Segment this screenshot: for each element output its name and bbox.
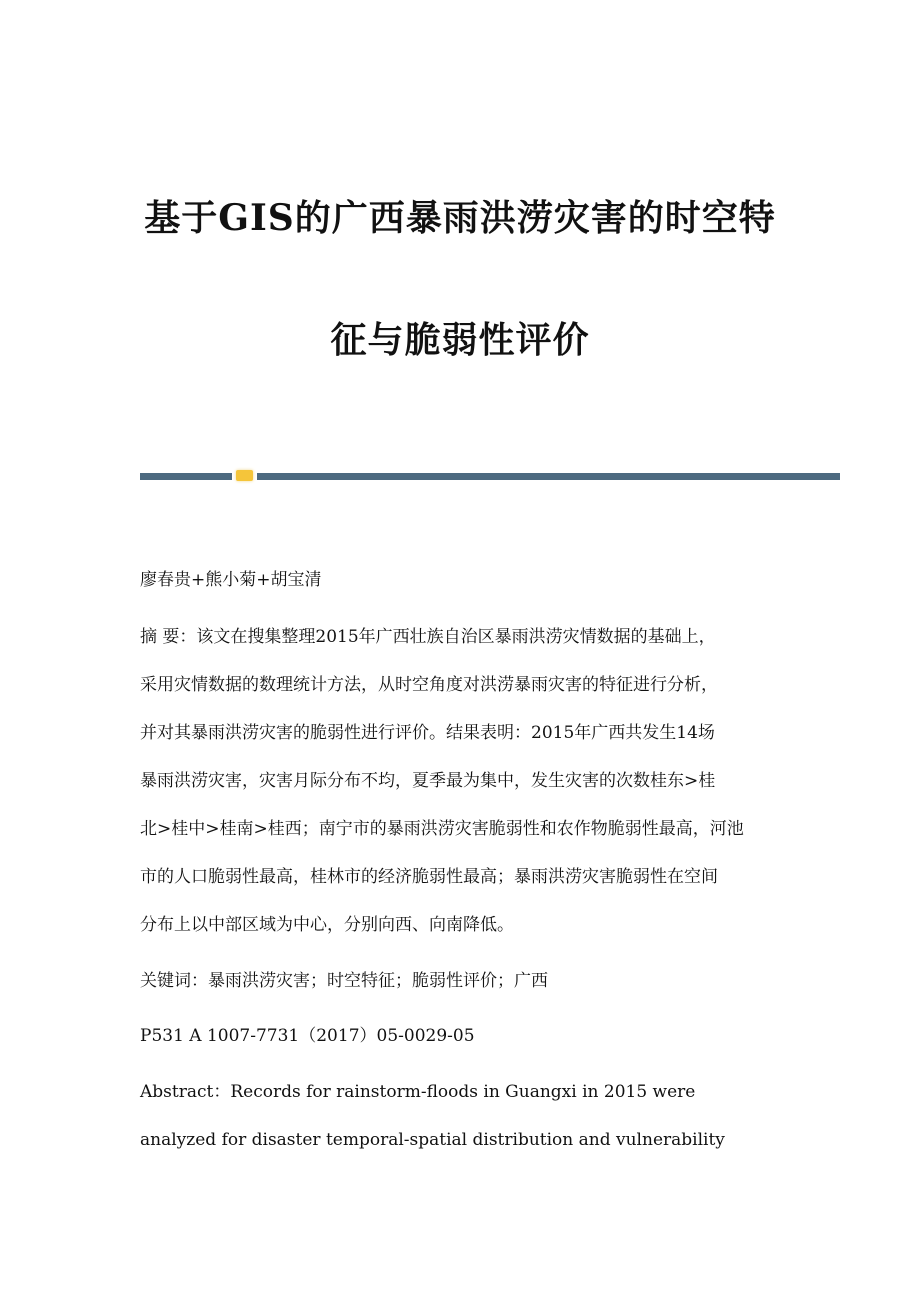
abstract-cn-line: 摘 要：该文在搜集整理2015年广西壮族自治区暴雨洪涝灾情数据的基础上， — [140, 627, 716, 647]
divider-right — [257, 473, 840, 480]
abstract-en-line: analyzed for disaster temporal-spatial distribution and vulnerability — [140, 1130, 725, 1150]
title-line-2: 征与脆弱性评价 — [330, 319, 590, 361]
abstract-en-line: Abstract：Records for rainstorm-floods in Guangxi in 2015 were — [140, 1082, 696, 1102]
abstract-cn-line: 分布上以中部区域为中心，分别向西、向南降低。 — [140, 915, 514, 935]
abstract-cn-line: 暴雨洪涝灾害，灾害月际分布不均，夏季最为集中，发生灾害的次数桂东>桂 — [140, 771, 716, 791]
divider-ornament-icon — [236, 470, 253, 481]
abstract-cn-line: 市的人口脆弱性最高，桂林市的经济脆弱性最高；暴雨洪涝灾害脆弱性在空间 — [140, 867, 718, 887]
abstract-cn-line: 并对其暴雨洪涝灾害的脆弱性进行评价。结果表明：2015年广西共发生14场 — [140, 723, 715, 743]
divider-left — [140, 473, 232, 480]
abstract-cn-line: 北>桂中>桂南>桂西；南宁市的暴雨洪涝灾害脆弱性和农作物脆弱性最高，河池 — [140, 819, 744, 839]
authors: 廖春贵+熊小菊+胡宝清 — [140, 570, 322, 590]
keywords: 关键词：暴雨洪涝灾害；时空特征；脆弱性评价；广西 — [140, 971, 548, 991]
abstract-cn-line: 采用灾情数据的数理统计方法，从时空角度对洪涝暴雨灾害的特征进行分析， — [140, 675, 718, 695]
classification: P531 A 1007-7731（2017）05-0029-05 — [140, 1026, 475, 1046]
title-line-1: 基于GIS的广西暴雨洪涝灾害的时空特 — [144, 197, 776, 239]
